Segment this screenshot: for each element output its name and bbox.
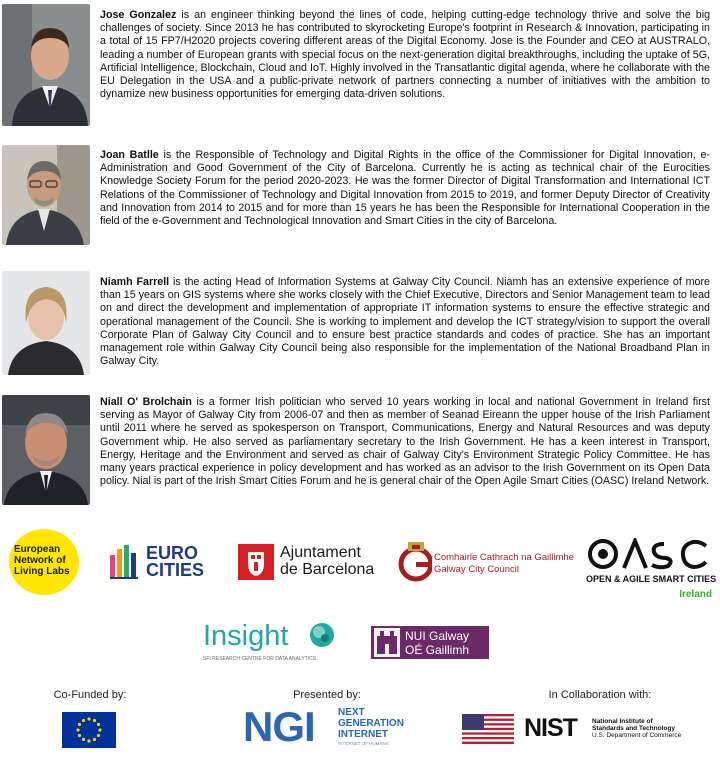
ngi-line4: INTERNET OF HUMANS (338, 741, 389, 746)
enoll-logo-text: European Network of Living Labs (14, 544, 70, 577)
bio-description: is a former Irish politician who served 10 years working in local and national Government in Ireland first serving as Mayor of Galway City from 2006-07 and then as member of Seanad Eireann the upper house of the Irish Parliament until 2011 where he served as spokesperson on Transport, Communications, Energy and Natural Resources and was deputy Government whip. He also served as parliamentary secretary to the Irish Government. He has a keen interest in Transport, Energy, Heritage and the Environment and served as chair of Galway City's Environment Strategic Policy Committee. He has many years practical experience in policy development and has worked as an advisor to the Irish Government on its Open Data policy. Nial is part of the Irish Smart Cities Forum and he is general chair of the Open Agile Smart Cities (OASC) Ireland Network. (100, 396, 710, 488)
presented-by-label: Presented by: (293, 689, 361, 701)
eurocities-line1: EURO (146, 543, 199, 563)
enoll-logo (8, 528, 80, 596)
bio-description: is the Responsible of Technology and Digital Rights in the office of the Commissioner for Digital Innovation, e-Administration and Good Government of the City of Barcelona. Currently he is acting as technical chair of the Eurocities Knowledge Society Forum for the period 2020-2023. He was the former Director of Digital Transformation and International ICT Relations of the Commissioner of Technology and Digital Innovation from 2015 to 2019, and former Deputy Director of Creativity and Innovation from 2014 to 2015 and for more than 15 years he has been the Responsible for International Cooperation in the field of the e-Government and Technological Innovation and Smart Cities in the city of Barcelona. (100, 149, 710, 228)
portrait-niamh-farrell (2, 271, 90, 375)
galway-line1: Comhairle Cathrach na Gaillimhe (434, 552, 574, 563)
nist-line1: National Institute of (592, 718, 653, 725)
speaker-name: Niall O' Brolchain (100, 396, 192, 408)
nist-logo (524, 715, 714, 745)
nui-line1: NUI Galway (405, 629, 470, 643)
speaker-name: Joan Batlle (100, 149, 159, 161)
speaker-name: Niamh Farrell (100, 276, 170, 288)
bio-description: is the acting Head of Information Systems at Galway City Council. Niamh has an extensive experience of more than 15 years on GIS systems where she works closely with the Chief Executive, Directors and Senior Management team to lead on and direct the development and implementation of appropriate IT information systems to ensure the effective strategic and operational management of the Council. She is working to implement and develop the ICT strategy/vision to support the overall Corporate Plan of Galway City Council and to ensure best practice standards and codes of practice. She has an important management role within Galway City Council being also responsible for the implementation of the National Broadband Plan in Galway City. (100, 276, 710, 368)
galway-line2: Galway City Council (434, 564, 519, 575)
eurocities-logo (110, 545, 220, 581)
portrait-jose-gonzalez (2, 4, 90, 126)
ajuntament-line2: de Barcelona (280, 561, 375, 578)
ngi-line2: GENERATION (338, 718, 404, 729)
bio-text (100, 149, 710, 228)
nui-line2: OÉ Gaillimh (405, 643, 470, 657)
us-flag-icon (462, 714, 514, 744)
ngi-line1: NEXT (338, 707, 365, 718)
collaboration-label: In Collaboration with: (548, 689, 652, 701)
eurocities-line2: CITIES (146, 560, 205, 580)
portrait-joan-batlle (2, 145, 90, 245)
portrait-niall-obrolchain (2, 395, 90, 505)
eu-flag-icon (62, 712, 116, 748)
nist-line3: U.S. Department of Commerce (592, 732, 682, 739)
ngi-main-text: NGI (243, 703, 315, 750)
speaker-name: Jose Gonzalez (100, 9, 177, 21)
bio-text (100, 276, 710, 368)
co-funded-label: Co-Funded by: (53, 689, 127, 701)
bio-text (100, 396, 710, 488)
bio-text (100, 9, 710, 101)
oasc-main-text: OPEN & AGILE SMART CITIES (586, 574, 717, 584)
insight-sub-text: SFI RESEARCH CENTRE FOR DATA ANALYTICS (203, 656, 317, 662)
ngi-line3: INTERNET (338, 729, 388, 740)
nist-main-text: NIST (524, 714, 577, 742)
oasc-logo (586, 538, 717, 602)
ngi-logo (243, 704, 423, 756)
galway-city-council-logo (398, 542, 580, 582)
insight-main-text: Insight (203, 620, 289, 652)
insight-logo (203, 620, 339, 668)
bio-description: is an engineer thinking beyond the lines of code, helping cutting-edge technology thrive and solve the big challenges of society. Since 2013 he has contributed to skyrocketing Europe's footprint in Research & Innovation, participating in a total of 15 FP7/H2020 projects covering different areas of the Digital Economy. Jose is the Founder and CEO at AUSTRALO, leading a number of European grants with special focus on the next-generation digital breakthroughs, including the uptake of 5G, Artificial Intelligence, Blockchain, Cloud and IoT. Highly involved in the Transatlantic digital agenda, where he collaborate with the EU Delegation in the USA and a public-private network of partners connecting a number of initiatives with the ambition to dynamize new business opportunities for emerging data-driven solutions. (100, 9, 711, 101)
nist-line2: Standards and Technology (592, 725, 675, 732)
ajuntament-barcelona-logo (238, 543, 380, 581)
nui-galway-logo (371, 626, 489, 659)
ajuntament-line1: Ajuntament (280, 544, 361, 561)
oasc-sub-text: Ireland (679, 589, 712, 600)
